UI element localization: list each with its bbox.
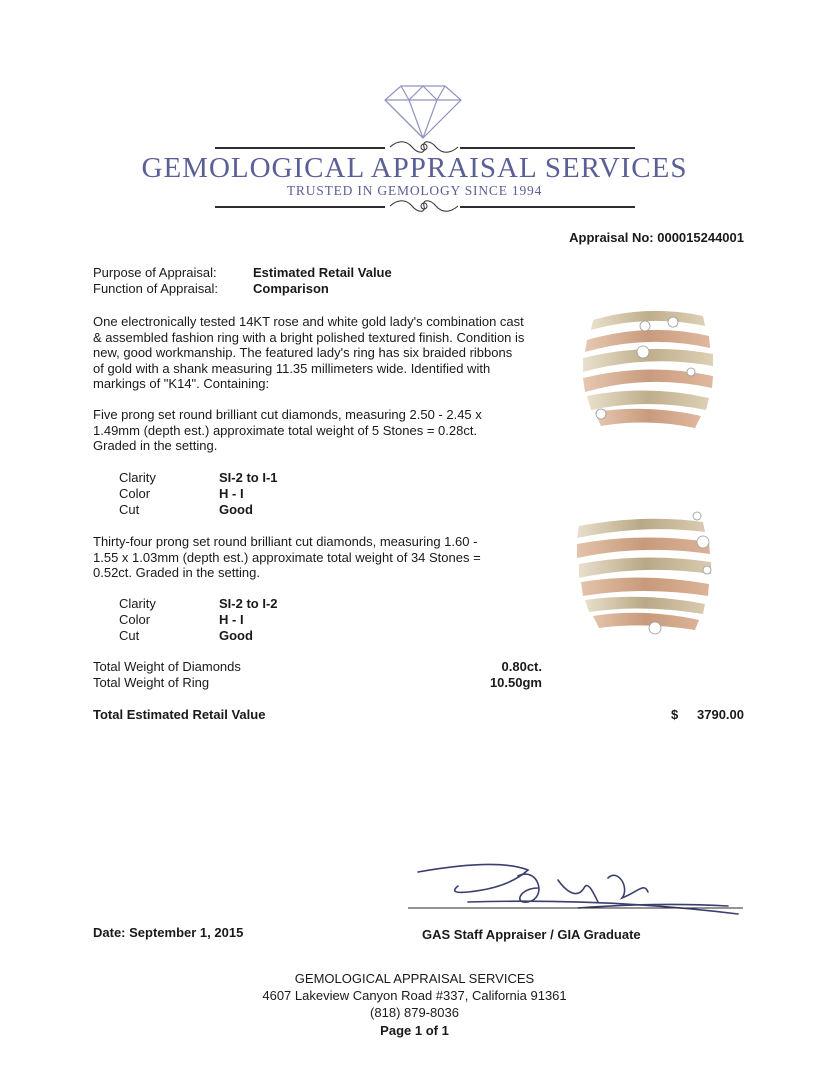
company-tagline: TRUSTED IN GEMOLOGY SINCE 1994 <box>286 183 543 198</box>
grade-value: Good <box>219 628 253 643</box>
ring-photo-bottom <box>573 508 723 638</box>
signature-caption: GAS Staff Appraiser / GIA Graduate <box>422 927 641 942</box>
currency-symbol: $ <box>671 707 679 722</box>
appraiser-signature <box>408 858 748 922</box>
grade-value: SI-2 to I-2 <box>219 596 278 611</box>
footer-company: GEMOLOGICAL APPRAISAL SERVICES <box>294 971 535 986</box>
footer-address: 4607 Lakeview Canyon Road #337, California 91361 <box>262 988 567 1003</box>
grade-label: Color <box>119 486 151 501</box>
retail-value: 3790.00 <box>697 707 744 722</box>
retail-value-label: Total Estimated Retail Value <box>93 707 266 722</box>
logo-rule-bottom-left <box>215 206 385 208</box>
grade-value: Good <box>219 502 253 517</box>
total-diamond-weight-value: 0.80ct. <box>501 659 542 674</box>
grade-label: Clarity <box>119 470 156 485</box>
scroll-ornament-icon <box>388 197 460 215</box>
function-label: Function of Appraisal: <box>93 281 219 296</box>
grade-value: H - I <box>219 612 244 627</box>
grade-label: Cut <box>119 502 140 517</box>
ring-photo-top <box>573 292 723 440</box>
total-ring-weight-label: Total Weight of Ring <box>93 675 210 690</box>
total-ring-weight-value: 10.50gm <box>489 675 542 690</box>
grade-value: H - I <box>219 486 244 501</box>
total-diamond-weight-label: Total Weight of Diamonds <box>93 659 241 674</box>
grade-label: Cut <box>119 628 140 643</box>
purpose-value: Estimated Retail Value <box>253 265 392 280</box>
logo-rule-bottom-right <box>460 206 635 208</box>
appraisal-number: Appraisal No: 000015244001 <box>569 230 744 245</box>
stone-group-2-description: Thirty-four prong set round brilliant cut diamonds, measuring 1.60 - 1.55 x 1.03mm (depth est.) approximate total weight of 34 Stones = 0.52ct. Graded in the setting. <box>93 534 481 580</box>
grade-label: Color <box>119 612 151 627</box>
grade-label: Clarity <box>119 596 156 611</box>
purpose-label: Purpose of Appraisal: <box>93 265 217 280</box>
item-description: One electronically tested 14KT rose and white gold lady's combination cast & assembled fashion ring with a bright polished textured finish. Condition is new, good workmanship. The featured lady's ring has six braided ribbons of gold with a shank measuring 11.35 millimeters wide. Identified with markings of "K14". Containing: <box>93 314 525 391</box>
company-title: GEMOLOGICAL APPRAISAL SERVICES <box>141 152 688 184</box>
logo-rule-top-left <box>215 147 385 149</box>
page-number: Page 1 of 1 <box>380 1023 449 1038</box>
footer-phone: (818) 879-8036 <box>370 1005 459 1020</box>
stone-group-1-description: Five prong set round brilliant cut diamonds, measuring 2.50 - 2.45 x 1.49mm (depth est.) approximate total weight of 5 Stones = 0.28ct. Graded in the setting. <box>93 407 482 453</box>
grade-value: SI-2 to I-1 <box>219 470 278 485</box>
diamond-logo-icon <box>383 82 463 140</box>
appraisal-date: Date: September 1, 2015 <box>93 925 244 940</box>
logo-rule-top-right <box>460 147 635 149</box>
function-value: Comparison <box>253 281 329 296</box>
